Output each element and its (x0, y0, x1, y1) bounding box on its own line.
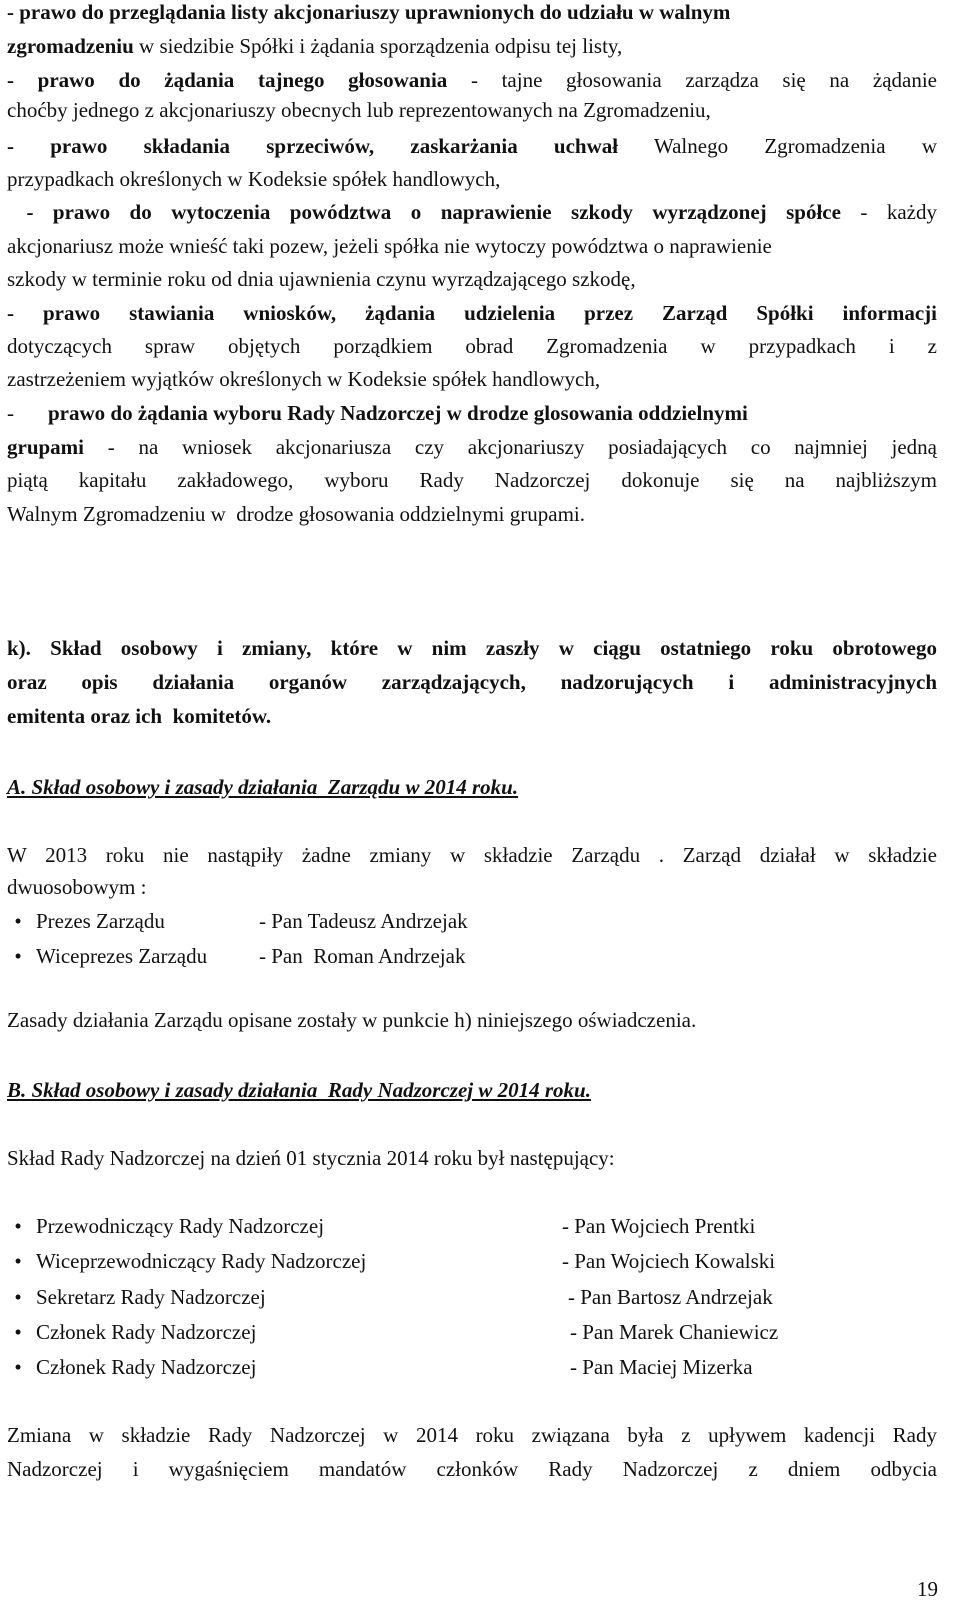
section-a-closing: Zasady działania Zarządu opisane zostały w punkcie h) niniejszego oświadczenia. (7, 1008, 697, 1032)
bullet-icon: • (14, 909, 22, 933)
right-list-line: - prawo do żądania tajnego głosowania - tajne głosowania zarządza się na żądanie (7, 68, 937, 92)
bullet-icon: • (14, 1214, 22, 1238)
section-k-heading: oraz opis działania organów zarządzających, nadzorujących i administracyjnych (7, 670, 937, 694)
document-page: - prawo do przeglądania listy akcjonariuszy uprawnionych do udziału w walnym zgromadzeniu w siedzibie Spółki i żądania sporządzenia odpisu tej listy, - prawo do żądania tajnego głosowania - tajne głosowania zarządza się na żądanie choćby jednego z akcjonariuszy obecnych lub reprezentowanych na Zgromadzeniu, - prawo składania sprzeciwów, zaskarżania uchwał Walnego Zgromadzenia w przypadkach określonych w Kodeksie spółek handlowych, - prawo do wytoczenia powództwa o naprawienie szkody wyrządzonej spółce - każdy akcjonariusz może wnieść taki pozew, jeżeli spółka nie wytoczy powództwa o naprawienie szkody w terminie roku od dnia ujawnienia czynu wyrządzającego szkodę, - prawo stawiania wniosków, żądania udzielenia przez Zarząd Spółki informacji dotyczących spraw objętych porządkiem obrad Zgromadzenia w przypadkach i z zastrzeżeniem wyjątków określonych w Kodeksie spółek handlowych, - prawo do żądania wyboru Rady Nadzorczej w drodze glosowania oddzielnymi grupami - na wniosek akcjonariusza czy akcjonariuszy posiadających co najmniej jedną piątą kapitału zakładowego, wyboru Rady Nadzorczej dokonuje się na najbliższym Walnym Zgromadzeniu w drodze głosowania oddzielnymi grupami. k). Skład osobowy i zmiany, które w nim zaszły w ciągu ostatniego roku obrotowego oraz opis działania organów zarządzających, nadzorujących i administracyjnych emitenta oraz ich komitetów. A. Skład osobowy i zasady działania Zarządu w 2014 roku. W 2013 roku nie nastąpiły żadne zmiany w składzie Zarządu . Zarząd działał w składzie dwuosobowym : • Prezes Zarządu - Pan Tadeusz Andrzejak • Wiceprezes Zarządu - Pan Roman Andrzejak Zasady działania Zarządu opisane zostały w punkcie h) niniejszego oświadczenia. B. Skład osobowy i zasady działania Rady Nadzorczej w 2014 roku. Skład Rady Nadzorczej na dzień 01 stycznia 2014 roku był następujący: • Przewodniczący Rady Nadzorczej - Pan Wojciech Prentki • Wiceprzewodniczący Rady Nadzorczej - Pan Wojciech Kowalski • Sekretarz Rady Nadzorczej - Pan Bartosz Andrzejak • Członek Rady Nadzorczej - Pan Marek Chaniewicz • Członek Rady Nadzorczej - Pan Maciej Mizerka Zmiana w składzie Rady Nadzorczej w 2014 roku związana była z upływem kadencji Rady Nadzorczej i wygaśnięciem mandatów członków Rady Nadzorczej z dniem odbycia 19 (0, 0, 960, 1604)
bullet-icon: • (14, 944, 22, 968)
bullet-icon: • (14, 1320, 22, 1344)
section-a-heading: A. Skład osobowy i zasady działania Zarządu w 2014 roku. (7, 775, 519, 799)
right-list-line: akcjonariusz może wnieść taki pozew, jeżeli spółka nie wytoczy powództwa o naprawienie (7, 234, 772, 258)
right-list-line: Walnym Zgromadzeniu w drodze głosowania oddzielnymi grupami. (7, 502, 585, 526)
right-list-line: przypadkach określonych w Kodeksie spółek handlowych, (7, 167, 501, 191)
bullet-icon: • (14, 1355, 22, 1379)
section-b-change: Nadzorczej i wygaśnięciem mandatów członków Rady Nadzorczej z dniem odbycia (7, 1457, 937, 1481)
section-a-intro: dwuosobowym : (7, 875, 147, 899)
right-list-line: - prawo stawiania wniosków, żądania udzielenia przez Zarząd Spółki informacji (7, 301, 937, 325)
right-list-line: - prawo do żądania wyboru Rady Nadzorczej w drodze glosowania oddzielnymi (7, 401, 748, 425)
right-list-line: grupami - na wniosek akcjonariusza czy akcjonariuszy posiadających co najmniej jedną (7, 435, 937, 459)
right-list-line: dotyczących spraw objętych porządkiem obrad Zgromadzenia w przypadkach i z (7, 334, 937, 358)
right-list-line: zgromadzeniu w siedzibie Spółki i żądania sporządzenia odpisu tej listy, (7, 34, 623, 58)
bullet-icon: • (14, 1249, 22, 1273)
section-b-change: Zmiana w składzie Rady Nadzorczej w 2014 roku związana była z upływem kadencji Rady (7, 1423, 937, 1447)
right-list-line: szkody w terminie roku od dnia ujawnienia czynu wyrządzającego szkodę, (7, 267, 636, 291)
right-list-line: piątą kapitału zakładowego, wyboru Rady Nadzorczej dokonuje się na najbliższym (7, 468, 937, 492)
right-list-line: - prawo do przeglądania listy akcjonariuszy uprawnionych do udziału w walnym (7, 0, 731, 24)
section-a-intro: W 2013 roku nie nastąpiły żadne zmiany w składzie Zarządu . Zarząd działał w składzie (7, 843, 937, 867)
bullet-icon: • (14, 1285, 22, 1309)
section-b-heading: B. Skład osobowy i zasady działania Rady Nadzorczej w 2014 roku. (7, 1078, 591, 1102)
section-k-heading: emitenta oraz ich komitetów. (7, 704, 272, 728)
right-list-line: - prawo do wytoczenia powództwa o naprawienie szkody wyrządzonej spółce - każdy (7, 200, 937, 224)
page-number: 19 (917, 1577, 938, 1601)
right-list-line: - prawo składania sprzeciwów, zaskarżania uchwał Walnego Zgromadzenia w (7, 134, 937, 158)
section-b-intro: Skład Rady Nadzorczej na dzień 01 stycznia 2014 roku był następujący: (7, 1146, 615, 1170)
section-k-heading: k). Skład osobowy i zmiany, które w nim zaszły w ciągu ostatniego roku obrotowego (7, 636, 937, 660)
right-list-line: zastrzeżeniem wyjątków określonych w Kodeksie spółek handlowych, (7, 367, 601, 391)
right-list-line: choćby jednego z akcjonariuszy obecnych lub reprezentowanych na Zgromadzeniu, (7, 98, 711, 122)
